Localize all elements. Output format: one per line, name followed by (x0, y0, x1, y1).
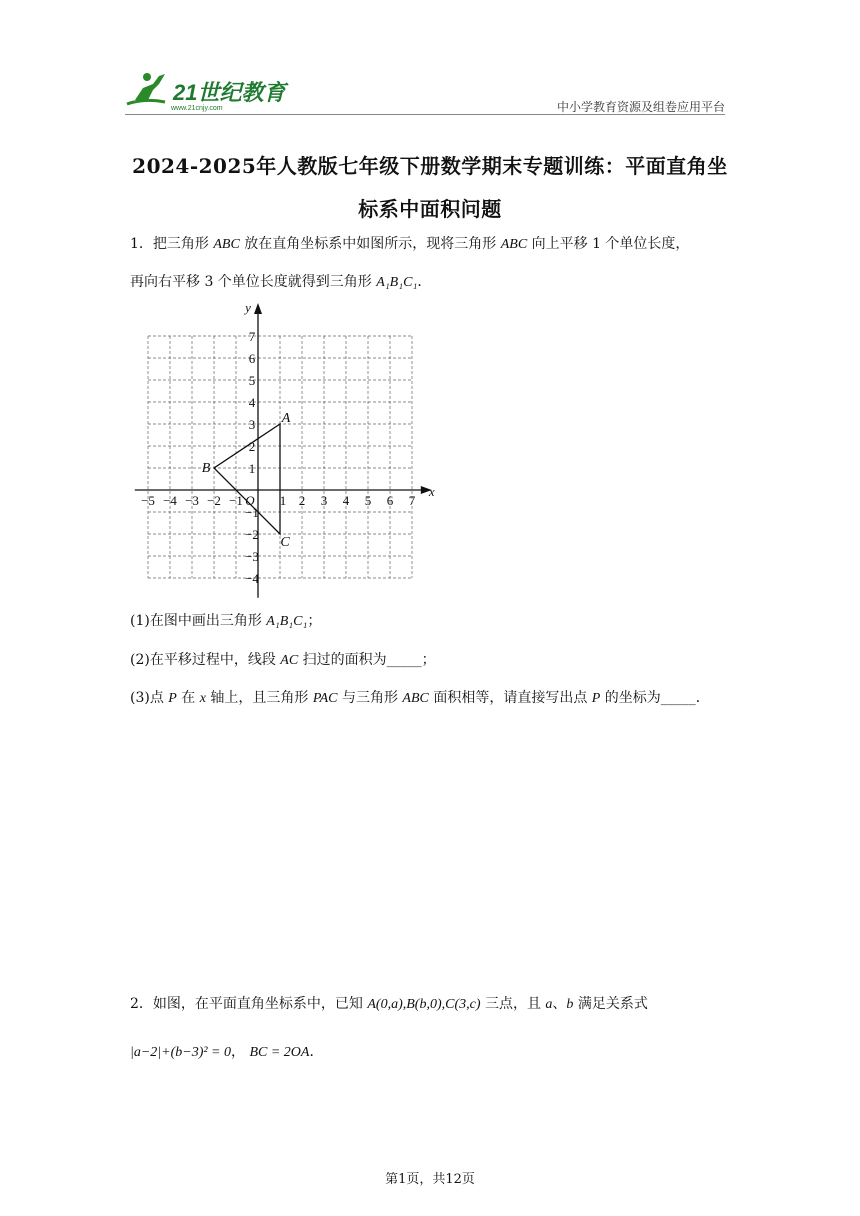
logo-text: 21世纪教育 (173, 80, 286, 105)
y-tick-label: −2 (245, 527, 259, 542)
q1-part3: (3)点 P 在 x 轴上，且三角形 PAC 与三角形 ABC 面积相等，请直接写出点 P 的坐标为_____． (130, 690, 710, 706)
q2-line2: |a−2|+(b−3)² = 0， BC = 2OA． (130, 1044, 324, 1060)
y-tick-label: 6 (248, 351, 256, 366)
x-tick-label: −1 (229, 493, 243, 508)
x-tick-label: 2 (298, 493, 306, 508)
x-tick-label: −2 (207, 493, 221, 508)
header-divider (125, 114, 725, 115)
y-tick-label: −3 (245, 549, 259, 564)
platform-text: 中小学教育资源及组卷应用平台 (556, 100, 725, 114)
x-tick-label: 1 (279, 493, 287, 508)
x-axis-label: x (428, 484, 435, 499)
y-tick-label: 2 (248, 439, 256, 454)
page-title-line2: 标系中面积问题 (358, 197, 502, 221)
runner-icon (127, 73, 165, 104)
y-tick-label: −1 (245, 505, 259, 520)
y-tick-label: 5 (248, 373, 256, 388)
q2-line1: 2．如图，在平面直角坐标系中，已知 A(0,a),B(b,0),C(3,c) 三点，且 a、b 满足关系式 (130, 996, 648, 1012)
point-label-a: A (281, 411, 291, 426)
coordinate-grid-figure (128, 300, 438, 600)
x-tick-label: 3 (320, 493, 328, 508)
x-tick-label: 5 (364, 493, 372, 508)
y-tick-label: 7 (248, 329, 256, 344)
x-tick-label: −3 (185, 493, 199, 508)
y-tick-label: 4 (248, 395, 256, 410)
q1-part1: (1)在图中画出三角形 A₁B₁C₁； (130, 613, 322, 629)
x-tick-label: −4 (163, 493, 177, 508)
point-label-c: C (280, 535, 290, 550)
origin-label: O (245, 493, 255, 508)
x-tick-label: 6 (386, 493, 394, 508)
y-tick-label: 3 (248, 417, 256, 432)
y-axis-label: y (245, 300, 251, 315)
q1-line2: 再向右平移 3 个单位长度就得到三角形 A₁B₁C₁． (130, 274, 432, 290)
logo (125, 70, 295, 112)
x-tick-label: 4 (342, 493, 350, 508)
y-axis-arrow (254, 303, 262, 314)
x-tick-label: 7 (408, 493, 416, 508)
logo-url: www.21cnjy.com (171, 105, 223, 112)
y-tick-label: 1 (248, 461, 256, 476)
x-tick-label: −5 (141, 493, 155, 508)
q1-line1: 1．把三角形 ABC 放在直角坐标系中如图所示，现将三角形 ABC 向上平移 1 个单位长度， (130, 236, 690, 252)
point-label-b: B (201, 461, 211, 476)
y-tick-label: −4 (245, 571, 259, 586)
page-header (125, 70, 725, 115)
q1-part2: (2)在平移过程中，线段 AC 扫过的面积为_____； (130, 652, 436, 668)
page-title-line1: 2024-2025年人教版七年级下册数学期末专题训练：平面直角坐 (132, 154, 728, 178)
axes (135, 303, 432, 598)
page-footer: 第1页，共12页 (385, 1172, 475, 1187)
